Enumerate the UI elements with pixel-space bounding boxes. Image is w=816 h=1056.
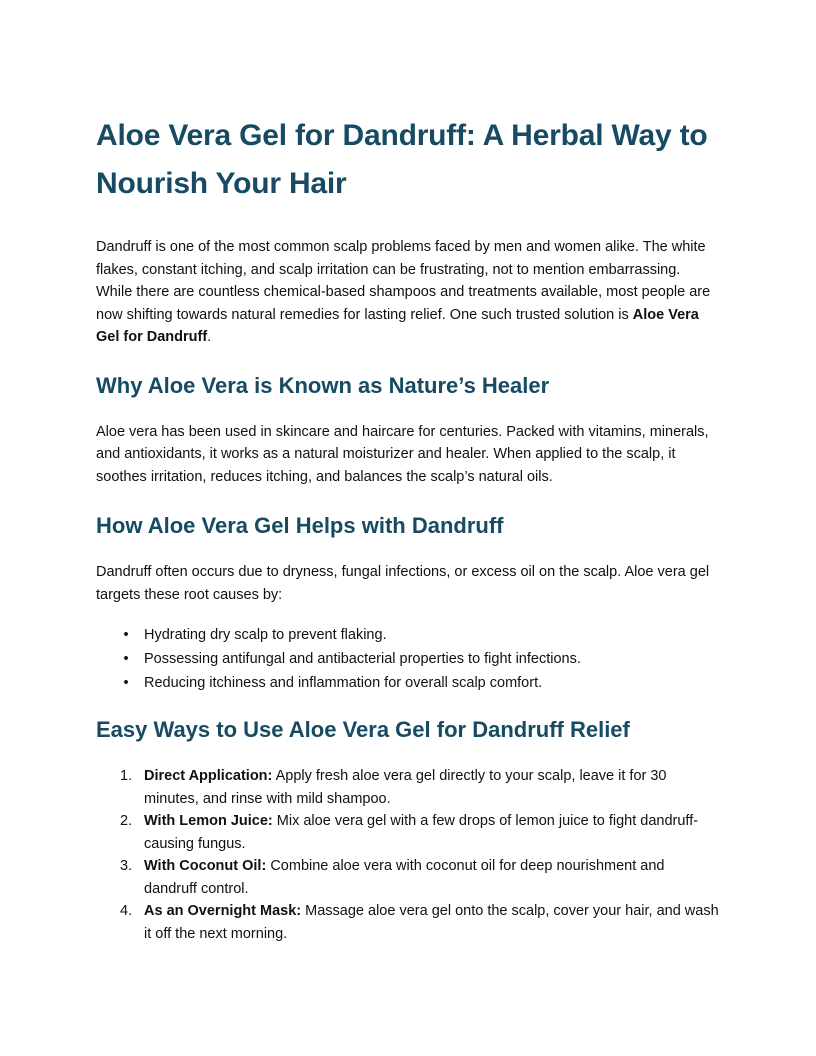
page-title: Aloe Vera Gel for Dandruff: A Herbal Way to Nourish Your Hair: [96, 119, 708, 200]
step-text: Mix aloe vera gel with a few drops of lemon juice to fight dandruff-causing fungus.: [144, 813, 699, 852]
list-item-text: Hydrating dry scalp to prevent flaking.: [144, 627, 387, 643]
step-label: Direct Application:: [144, 768, 273, 784]
section-paragraph-why: Aloe vera has been used in skincare and haircare for centuries. Packed with vitamins, minerals, and antioxidants, it works as a natural moisturizer and healer. When applied to the scalp, it soothes irritation, reduces itching, and balances the scalp’s natural oils.: [96, 423, 709, 485]
step-number: 3.: [120, 858, 133, 874]
step-number: 1.: [120, 768, 133, 784]
list-item: [96, 810, 720, 855]
bullet-icon: •: [123, 651, 129, 667]
bullet-icon: •: [123, 627, 129, 643]
intro-text: Dandruff is one of the most common scalp problems faced by men and women alike. The white flakes, constant itching, and scalp irritation can be frustrating, not to mention embarrassing. While there are countless chemical-based shampoos and treatments available, most people are now shifting towards natural remedies for lasting relief. One such trusted solution is: [96, 239, 711, 323]
intro-paragraph: [96, 236, 720, 349]
section-heading-why: Why Aloe Vera is Known as Nature’s Healer: [96, 372, 550, 398]
document-body: [96, 112, 720, 945]
intro-highlight: Aloe Vera Gel for Dandruff: [96, 306, 699, 345]
bullet-list: [96, 623, 720, 695]
step-number: 2.: [120, 813, 133, 829]
section-heading-easy: Easy Ways to Use Aloe Vera Gel for Dandruff Relief: [96, 717, 630, 742]
step-number: 4.: [120, 903, 133, 919]
step-text: Apply fresh aloe vera gel directly to your scalp, leave it for 30 minutes, and rinse with mild shampoo.: [144, 768, 667, 807]
list-item: [96, 647, 720, 671]
step-label: With Coconut Oil:: [144, 858, 267, 874]
step-label: As an Overnight Mask:: [144, 903, 302, 919]
list-item: [96, 671, 720, 695]
list-item: [96, 765, 720, 810]
list-item: [96, 900, 720, 945]
list-item: [96, 623, 720, 647]
intro-end: .: [207, 329, 212, 345]
bullet-icon: •: [123, 675, 129, 691]
list-item: [96, 855, 720, 900]
step-text: Combine aloe vera with coconut oil for deep nourishment and dandruff control.: [144, 858, 665, 897]
step-label: With Lemon Juice:: [144, 813, 273, 829]
numbered-list: [96, 765, 720, 945]
section-heading-how: How Aloe Vera Gel Helps with Dandruff: [96, 513, 504, 538]
section-paragraph-how: Dandruff often occurs due to dryness, fungal infections, or excess oil on the scalp. Aloe vera gel targets these root causes by:: [96, 564, 710, 603]
list-item-text: Reducing itchiness and inflammation for overall scalp comfort.: [144, 675, 543, 691]
step-text: Massage aloe vera gel onto the scalp, cover your hair, and wash it off the next morning.: [144, 903, 719, 942]
list-item-text: Possessing antifungal and antibacterial properties to fight infections.: [144, 651, 581, 667]
